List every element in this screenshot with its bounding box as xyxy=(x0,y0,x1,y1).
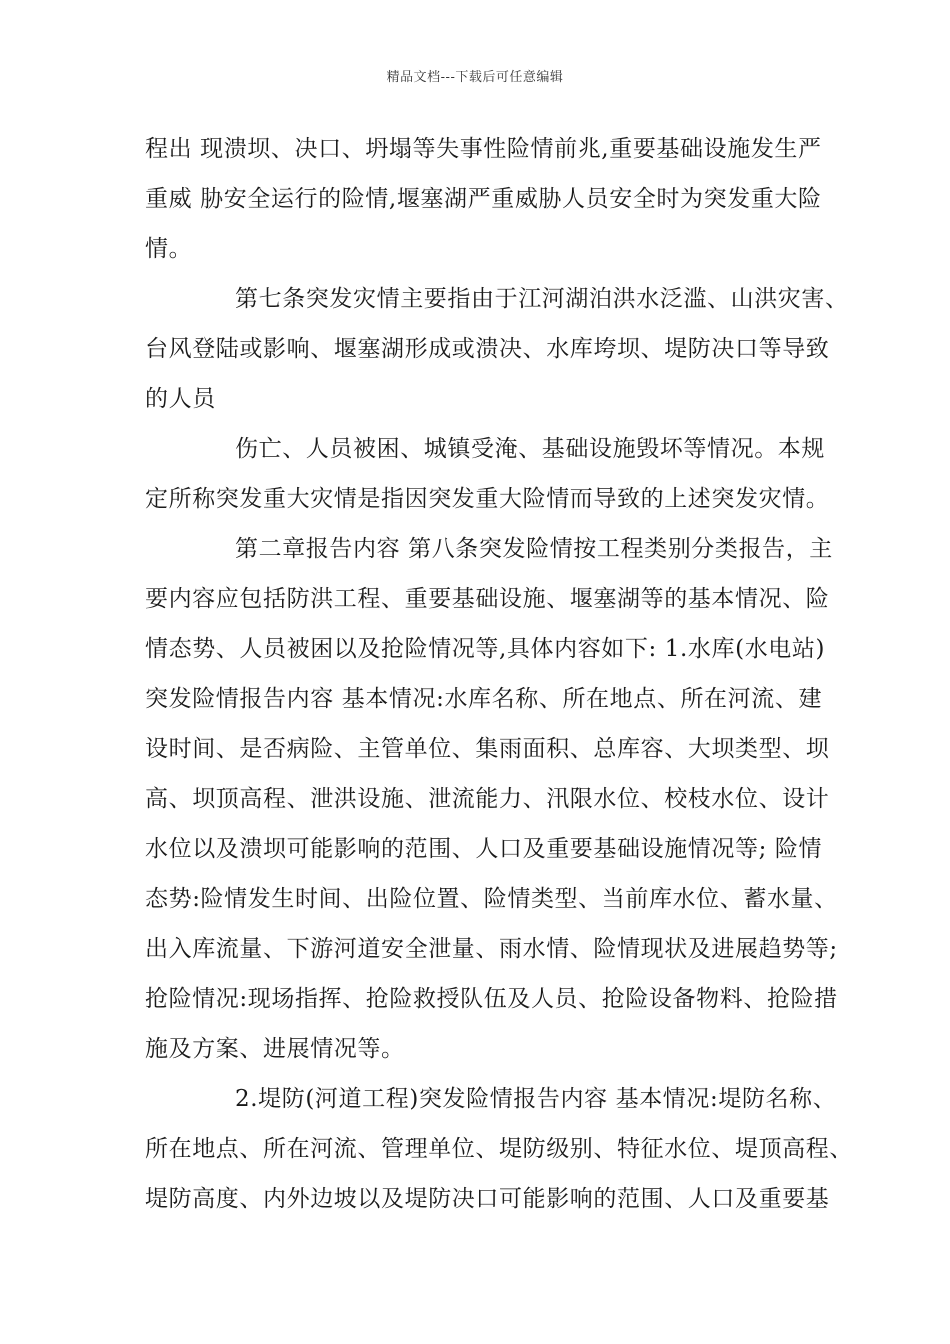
text-line-20: 2.堤防(河道工程)突发险情报告内容 基本情况:堤防名称、 xyxy=(235,1086,837,1112)
text-line-2: 重威 胁安全运行的险情,堰塞湖严重威胁人员安全时为突发重大险 xyxy=(145,186,822,212)
text-line-11: 情态势、人员被困以及抢险情况等,具体内容如下: 1.水库(水电站) xyxy=(145,636,826,662)
document-body xyxy=(145,128,853,1228)
text-line-21: 所在地点、所在河流、管理单位、堤防级别、特征水位、堤顶高程、 xyxy=(145,1136,853,1162)
text-line-10: 要内容应包括防洪工程、重要基础设施、堰塞湖等的基本情况、险 xyxy=(145,586,830,612)
text-line-18: 抢险情况:现场指挥、抢险救授队伍及人员、抢险设备物料、抢险措 xyxy=(145,986,838,1012)
text-line-9: 第二章报告内容 第八条突发险情按工程类别分类报告，主 xyxy=(235,536,833,562)
text-line-5: 台风登陆或影响、堰塞湖形成或溃决、水库垮坝、堤防决口等导致 xyxy=(145,336,830,362)
text-line-14: 高、坝顶高程、泄洪设施、泄流能力、汛限水位、校枝水位、设计 xyxy=(145,786,830,812)
text-line-15: 水位以及溃坝可能影响的范围、人口及重要基础设施情况等; 险情 xyxy=(145,836,823,862)
text-line-22: 堤防高度、内外边坡以及堤防决口可能影响的范围、人口及重要基 xyxy=(145,1186,830,1212)
text-line-13: 设时间、是否病险、主管单位、集雨面积、总库容、大坝类型、坝 xyxy=(145,736,830,762)
page-header: 精品文档---下载后可任意编辑 xyxy=(386,70,564,85)
text-line-19: 施及方案、进展情况等。 xyxy=(145,1036,405,1062)
text-line-17: 出入库流量、下游河道安全泄量、雨水情、险情现状及进展趋势等; xyxy=(145,936,838,962)
text-line-8: 定所称突发重大灾情是指因突发重大险情而导致的上述突发灾情。 xyxy=(145,486,830,512)
text-line-16: 态势:险情发生时间、出险位置、险情类型、当前库水位、蓄水量、 xyxy=(145,886,838,912)
text-line-12: 突发险情报告内容 基本情况:水库名称、所在地点、所在河流、建 xyxy=(145,686,823,712)
text-line-6: 的人员 xyxy=(145,386,216,412)
text-line-1: 程出 现溃坝、决口、坍塌等失事性险情前兆,重要基础设施发生严 xyxy=(145,136,822,162)
text-line-4: 第七条突发灾情主要指由于江河湖泊洪水泛滥、山洪灾害、 xyxy=(235,286,849,312)
text-line-7: 伤亡、人员被困、城镇受淹、基础设施毁坏等情况。本规 xyxy=(235,436,825,462)
text-line-3: 情。 xyxy=(145,236,193,262)
